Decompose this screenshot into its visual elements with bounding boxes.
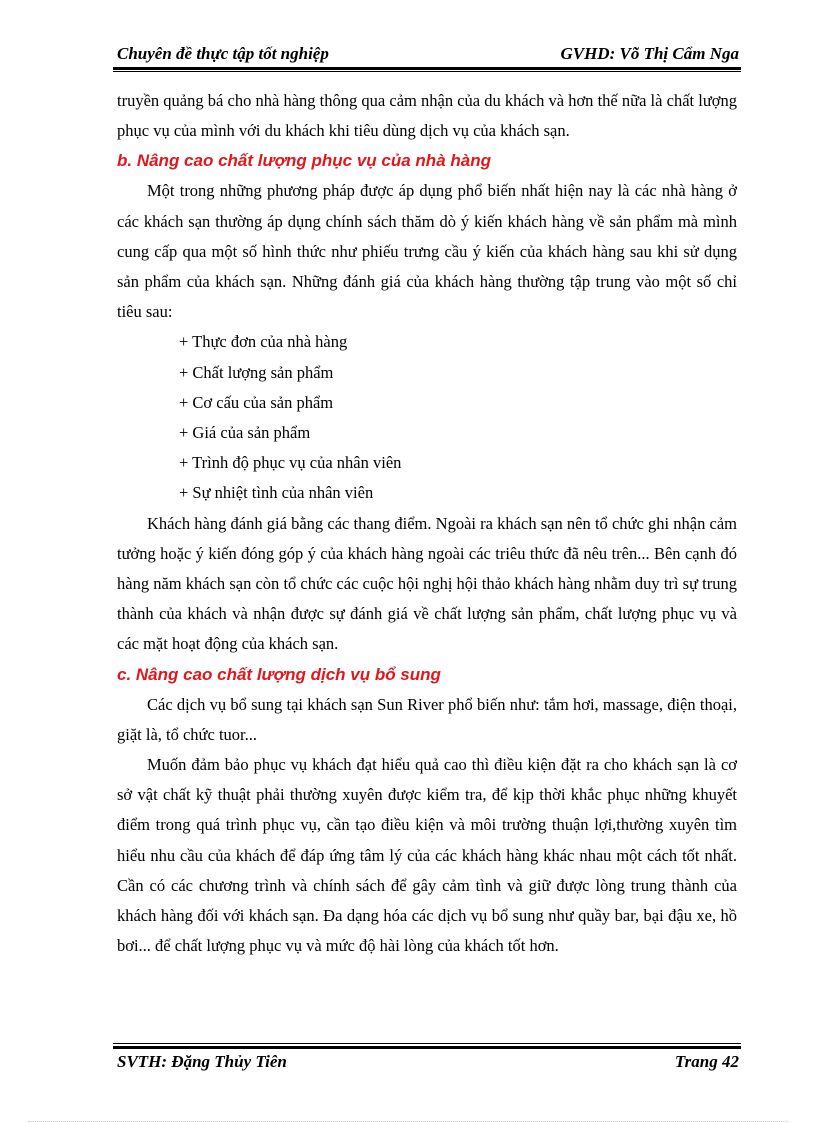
section-b-paragraph-1: Một trong những phương pháp được áp dụng phổ biến nhất hiện nay là các nhà hàng ở các khách sạn thường áp dụng chính sách thăm dò ý kiến khách hàng về sản phẩm mà mình cung cấp qua một số hình thức như phiếu trưng cầu ý kiến của khách hàng sau khi sử dụng sản phẩm của khách sạn. Những đánh giá của khách hàng thường tập trung vào một số chỉ tiêu sau:	[117, 181, 737, 322]
header-rule-thin	[113, 71, 741, 72]
list-item: + Sự nhiệt tình của nhân viên	[179, 483, 374, 503]
footer-rule-thick	[113, 1046, 741, 1049]
list-item: + Thực đơn của nhà hàng	[179, 332, 348, 352]
page-edge-dotted-line	[28, 1121, 788, 1122]
section-b-heading: b. Nâng cao chất lượng phục vụ của nhà hàng	[117, 151, 491, 171]
section-b-paragraph-2: Khách hàng đánh giá bằng các thang điểm. Ngoài ra khách sạn nên tổ chức ghi nhận cảm tưởng hoặc ý kiến đóng góp ý của khách hàng ngoài các triêu thức đã nêu trên... Bên cạnh đó hàng năm khách sạn còn tổ chức các cuộc hội nghị hội thảo khách hàng nhằm duy trì sự trung thành của khách và nhận được sự đánh giá về chất lượng sản phẩm, chất lượng phục vụ và các mặt hoạt động của khách sạn.	[117, 513, 737, 654]
criteria-list	[117, 327, 737, 508]
footer-rule-thin	[113, 1043, 741, 1044]
section-c-heading: c. Nâng cao chất lượng dịch vụ bổ sung	[117, 664, 441, 684]
header-thesis-title: Chuyên đề thực tập tốt nghiệp	[117, 44, 329, 63]
list-item: + Giá của sản phẩm	[179, 423, 311, 443]
list-item: + Trình độ phục vụ của nhân viên	[179, 453, 402, 473]
section-c-paragraph-1: Các dịch vụ bổ sung tại khách sạn Sun River phổ biến như: tắm hơi, massage, điện thoại, giặt là, tổ chức tuor...	[117, 694, 737, 744]
page-footer	[113, 1052, 741, 1074]
section-c-paragraph-2: Muốn đảm bảo phục vụ khách đạt hiểu quả cao thì điều kiện đặt ra cho khách sạn là cơ sở vật chất kỹ thuật phải thường xuyên được kiểm tra, để kịp thời khắc phục những khuyết điểm trong quá trình phục vụ, cần tạo điều kiện và môi trường thuận lợi,thường xuyên tìm hiểu nhu cầu của khách để đáp ứng tâm lý của các khách hàng khác nhau một cách tốt nhất. Cần có các chương trình và chính sách để gây cảm tình và giữ được lòng trung thành của khách hàng đối với khách sạn. Đa dạng hóa các dịch vụ bổ sung như quầy bar, bại đậu xe, hồ bơi... để chất lượng phục vụ và mức độ hài lòng của khách tốt hơn.	[117, 755, 737, 956]
footer-student: SVTH: Đặng Thủy Tiên	[117, 1052, 287, 1071]
header-rule-thick	[113, 67, 741, 70]
page-body	[117, 86, 737, 961]
intro-paragraph: truyền quảng bá cho nhà hàng thông qua cảm nhận của du khách và hơn thế nữa là chất lượng phục vụ của mình với du khách khi tiêu dùng dịch vụ của khách sạn.	[117, 91, 737, 141]
page-header	[113, 44, 741, 66]
list-item: + Chất lượng sản phẩm	[179, 362, 334, 382]
page-number: Trang 42	[674, 1052, 739, 1071]
list-item: + Cơ cấu của sản phẩm	[179, 392, 334, 412]
header-advisor: GVHD: Võ Thị Cẩm Nga	[560, 44, 739, 63]
